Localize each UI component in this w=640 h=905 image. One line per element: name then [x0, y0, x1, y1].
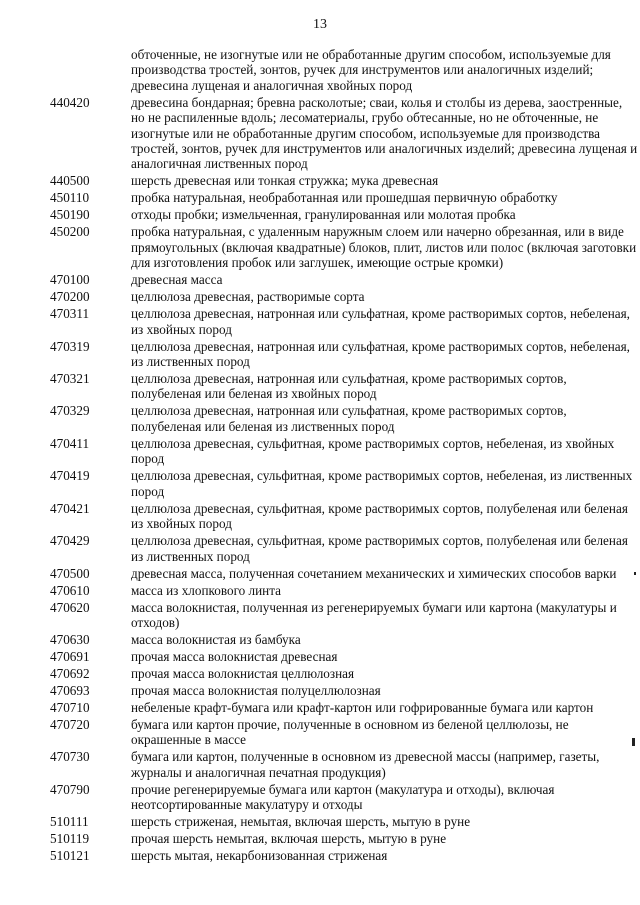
entry-description: прочая масса волокнистая древесная [131, 648, 338, 664]
list-item [50, 583, 638, 598]
list-item [50, 272, 638, 287]
list-item [50, 306, 638, 337]
entry-code: 470730 [50, 749, 90, 765]
entry-description: бумага или картон прочие, полученные в основном из беленой целлюлозы, не окрашенные в массе [131, 716, 569, 748]
entry-description: целлюлоза древесная, сульфитная, кроме растворимых сортов, полубеленая или беленая из хвойных пород [131, 500, 628, 532]
list-item [50, 566, 638, 581]
list-item [50, 782, 638, 813]
list-item [50, 207, 638, 222]
entry-description: пробка натуральная, с удаленным наружным слоем или начерно обрезанная, или в виде прямоугольных (включая квадратные) блоков, плит, листов или полос (включая заготовки для изготовления пробок или заглушек, имеющие острые кромки) [131, 224, 637, 271]
entry-description: обточенные, не изогнутые или не обработанные другим способом, используемые для производства тростей, зонтов, ручек для инструментов или аналогичных изделий; древесина лущеная и аналогичная хвойных пород [131, 47, 611, 93]
entry-code: 470329 [50, 403, 90, 419]
entry-description: прочая масса волокнистая полуцеллюлозная [131, 682, 381, 698]
entry-code: 470693 [50, 682, 90, 698]
list-item [50, 173, 638, 188]
entry-code: 470691 [50, 648, 90, 664]
entry-description: целлюлоза древесная, сульфитная, кроме растворимых сортов, небеленая, из хвойных пород [131, 435, 615, 467]
page-number: 13 [313, 17, 327, 32]
entry-code: 470610 [50, 582, 90, 598]
list-item [50, 403, 638, 434]
entry-code: 470421 [50, 500, 90, 516]
entry-description: отходы пробки; измельченная, гранулированная или молотая пробка [131, 207, 516, 223]
entry-code: 470321 [50, 371, 90, 387]
entry-description: прочая масса волокнистая целлюлозная [131, 665, 355, 681]
list-item [50, 339, 638, 370]
entry-code: 470630 [50, 631, 90, 647]
entry-description: прочие регенерируемые бумага или картон (макулатура и отходы), включая неотсортированные макулатуру и отходы [131, 781, 555, 813]
list-item [50, 47, 638, 93]
scan-artifact-mark [632, 738, 635, 746]
entry-code: 470319 [50, 338, 90, 354]
list-item [50, 224, 638, 270]
entry-description: древесная масса, полученная сочетанием механических и химических способов варки [131, 565, 617, 581]
list-item [50, 700, 638, 715]
entry-code: 470692 [50, 665, 90, 681]
list-item [50, 501, 638, 532]
entry-code: 450200 [50, 224, 90, 240]
code-list [50, 47, 638, 865]
list-item [50, 371, 638, 402]
list-item [50, 831, 638, 846]
entry-code: 470311 [50, 306, 90, 322]
entry-description: небеленые крафт-бумага или крафт-картон или гофрированные бумага или картон [131, 699, 594, 715]
entry-code: 470500 [50, 565, 90, 581]
entry-code: 470419 [50, 468, 90, 484]
list-item [50, 190, 638, 205]
list-item [50, 666, 638, 681]
entry-description: целлюлоза древесная, натронная или сульфатная, кроме растворимых сортов, полубеленая или беленая из лиственных пород [131, 403, 567, 434]
entry-code: 440420 [50, 94, 90, 110]
entry-code: 470790 [50, 781, 90, 797]
list-item [50, 468, 638, 499]
list-item [50, 649, 638, 664]
entry-code: 440500 [50, 173, 90, 189]
entry-description: целлюлоза древесная, натронная или сульфатная, кроме растворимых сортов, небеленая, из лиственных пород [131, 338, 630, 370]
entry-code: 470620 [50, 599, 90, 615]
list-item [50, 95, 638, 172]
entry-code: 470411 [50, 435, 90, 451]
entry-code: 510121 [50, 848, 90, 864]
list-item [50, 436, 638, 467]
entry-description: целлюлоза древесная, растворимые сорта [131, 289, 365, 305]
entry-code: 470100 [50, 272, 90, 288]
list-item [50, 814, 638, 829]
entry-code: 470720 [50, 716, 90, 732]
entry-description: древесная масса [131, 272, 223, 288]
entry-code: 450190 [50, 207, 90, 223]
entry-description: масса из хлопкового линта [131, 582, 282, 598]
scan-artifact-mark [634, 572, 636, 575]
list-item [50, 632, 638, 647]
list-item [50, 717, 638, 748]
list-item [50, 289, 638, 304]
list-item [50, 533, 638, 564]
entry-code: 470710 [50, 699, 90, 715]
entry-description: бумага или картон, полученные в основном из древесной массы (например, газеты, журналы и аналогичная печатная продукция) [131, 749, 600, 780]
entry-code: 450110 [50, 190, 90, 206]
entry-code: 470200 [50, 289, 90, 305]
entry-description: целлюлоза древесная, натронная или сульфатная, кроме растворимых сортов, небеленая, из хвойных пород [131, 306, 630, 337]
entry-description: целлюлоза древесная, сульфитная, кроме растворимых сортов, небеленая, из лиственных пород [131, 468, 633, 499]
entry-code: 470429 [50, 533, 90, 549]
entry-description: древесина бондарная; бревна расколотые; сваи, колья и столбы из дерева, заостренные, но не распиленные вдоль; лесоматериалы, грубо обтесанные, но не обточенные, не изогнутые или не обработанные другим способом, используемые для производства тростей, зонтов, ручек для инструментов или аналогичных изделий; древесина лущеная и аналогичная лиственных пород [131, 94, 638, 172]
entry-description: шерсть мытая, некарбонизованная стриженая [131, 848, 388, 864]
entry-code: 510119 [50, 831, 90, 847]
entry-description: пробка натуральная, необработанная или прошедшая первичную обработку [131, 190, 558, 206]
entry-description: целлюлоза древесная, сульфитная, кроме растворимых сортов, полубеленая или беленая из лиственных пород [131, 533, 628, 564]
entry-description: прочая шерсть немытая, включая шерсть, мытую в руне [131, 831, 447, 847]
list-item [50, 683, 638, 698]
list-item [50, 848, 638, 863]
list-item [50, 749, 638, 780]
list-item [50, 600, 638, 631]
entry-code: 510111 [50, 814, 89, 830]
entry-description: масса волокнистая, полученная из регенерируемых бумаги или картона (макулатуры и отходов) [131, 599, 617, 630]
entry-description: целлюлоза древесная, натронная или сульфатная, кроме растворимых сортов, полубеленая или беленая из хвойных пород [131, 371, 567, 402]
entry-description: шерсть стриженая, немытая, включая шерсть, мытую в руне [131, 814, 471, 830]
entry-description: шерсть древесная или тонкая стружка; мука древесная [131, 173, 439, 189]
entry-description: масса волокнистая из бамбука [131, 631, 301, 647]
